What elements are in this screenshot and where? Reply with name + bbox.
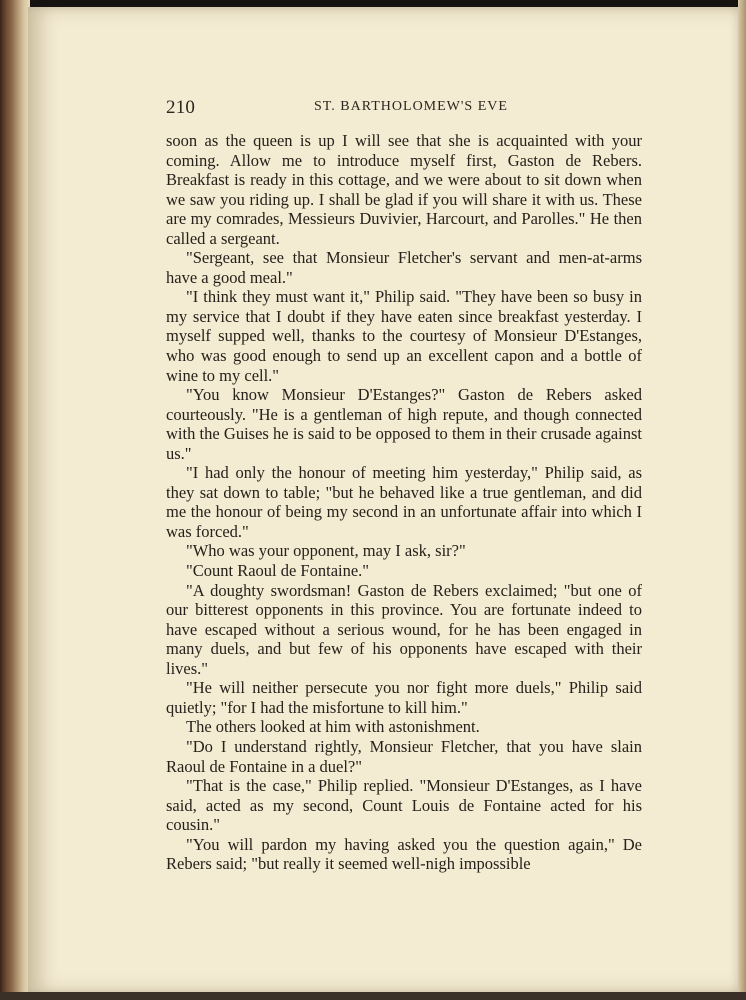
paragraph: "A doughty swordsman! Gaston de Rebers exclaimed; "but one of our bitterest opponents in this province. You are fortunate indeed to have escaped without a serious wound, for he has been engaged in many duels, and but few of his opponents have escaped with their lives." <box>166 580 642 678</box>
paragraph: "He will neither persecute you nor fight more duels," Philip said quietly; "for I had the misfortune to kill him." <box>166 678 642 717</box>
bottom-page-edge <box>0 992 746 1000</box>
paragraph: "That is the case," Philip replied. "Monsieur D'Estanges, as I have said, acted as my second, Count Louis de Fontaine acted for his cousin." <box>166 776 642 835</box>
paragraph: "Count Raoul de Fontaine." <box>186 561 370 581</box>
page-number: 210 <box>166 97 196 118</box>
running-head: ST. BARTHOLOMEW'S EVE <box>314 99 508 114</box>
paragraph: "Do I understand rightly, Monsieur Fletcher, that you have slain Raoul de Fontaine in a duel?" <box>166 736 642 776</box>
paragraph: soon as the queen is up I will see that she is acquainted with your coming. Allow me to introduce myself first, Gaston de Rebers. Breakfast is ready in this cottage, and we were about to sit down when we saw you riding up. I shall be glad if you will share it with us. These are my comrades, Messieurs Duvivier, Harcourt, and Parolles." He then called a sergeant. <box>166 131 642 248</box>
paragraph: "You know Monsieur D'Estanges?" Gaston de Rebers asked courteously. "He is a gentleman of high repute, and though connected with the Guises he is said to be opposed to them in their crusade against us." <box>166 385 642 463</box>
paragraph: "Sergeant, see that Monsieur Fletcher's servant and men-at-arms have a good meal." <box>166 248 642 287</box>
body-text <box>166 131 642 874</box>
paragraph: "You will pardon my having asked you the question again," De Rebers said; "but really it seemed well-nigh impossible <box>166 834 642 874</box>
book-page-edges <box>0 0 30 1000</box>
paragraph: "Who was your opponent, may I ask, sir?" <box>186 541 466 561</box>
paragraph: "I think they must want it," Philip said. "They have been so busy in my service that I doubt if they have eaten since breakfast yesterday. I myself supped well, thanks to the courtesy of Monsieur D'Estanges, who was good enough to send up an excellent capon and a bottle of wine to my cell." <box>166 287 642 385</box>
paragraph: "I had only the honour of meeting him yesterday," Philip said, as they sat down to table; "but he behaved like a true gentleman, and did me the honour of being my second in an unfortunate affair into which I was forced." <box>166 463 642 541</box>
paragraph: The others looked at him with astonishment. <box>186 717 480 737</box>
right-page-edge <box>738 0 746 1000</box>
